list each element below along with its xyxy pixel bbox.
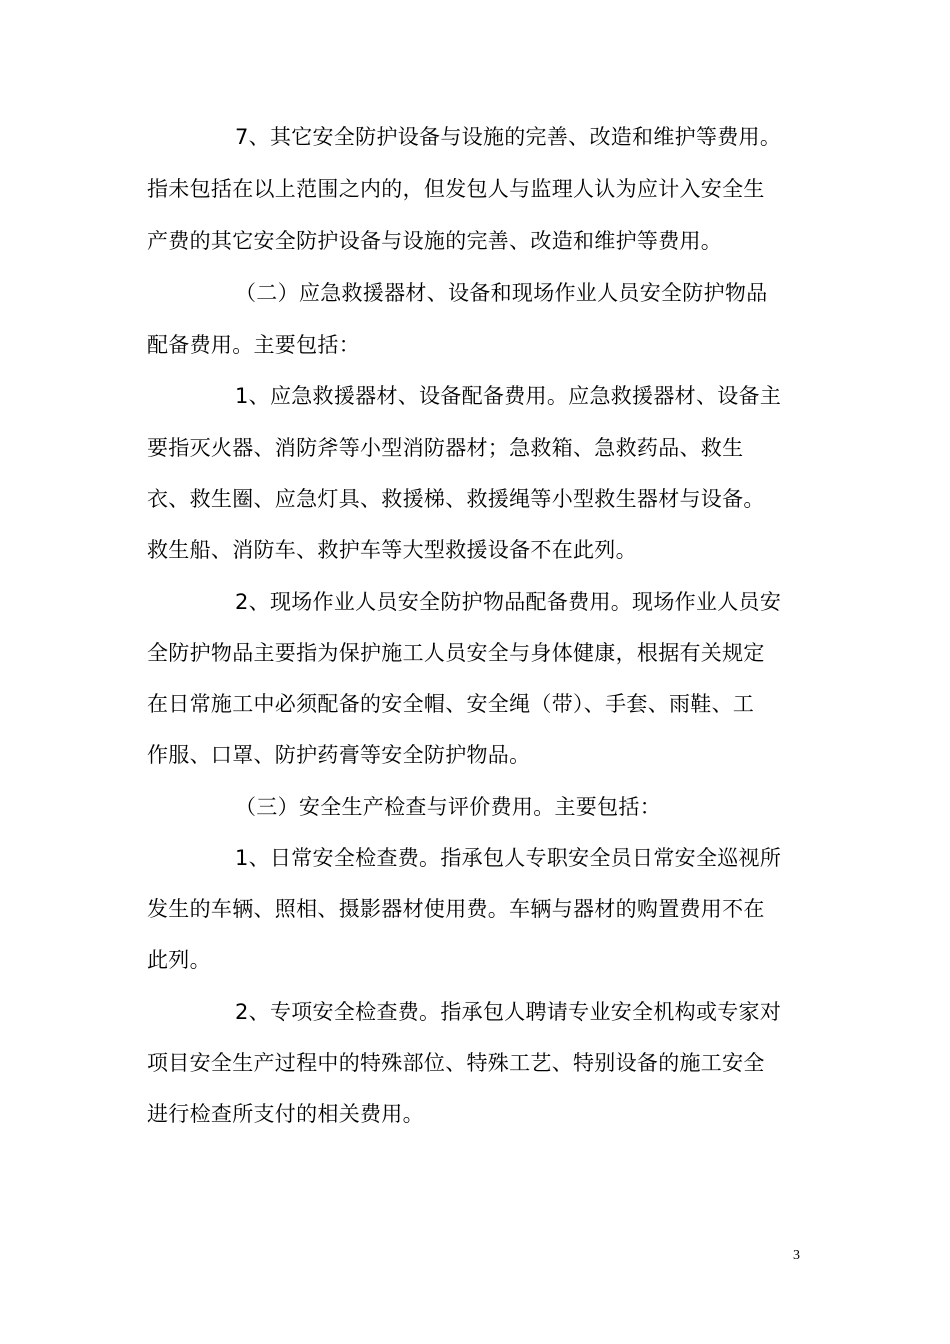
text-line: 1、日常安全检查费。指承包人专职安全员日常安全巡视所 [235, 846, 782, 870]
section-heading: （二）应急救援器材、设备和现场作业人员安全防护物品 [235, 281, 768, 305]
text-line: 要指灭火器、消防斧等小型消防器材；急救箱、急救药品、救生 [147, 436, 744, 460]
text-line: 救生船、消防车、救护车等大型救援设备不在此列。 [147, 538, 637, 562]
text-line: 指未包括在以上范围之内的，但发包人与监理人认为应计入安全生 [147, 177, 765, 201]
text-line: 衣、救生圈、应急灯具、救援梯、救援绳等小型救生器材与设备。 [147, 487, 765, 511]
text-line: 发生的车辆、照相、摄影器材使用费。车辆与器材的购置费用不在 [147, 897, 765, 921]
text-line: 作服、口罩、防护药膏等安全防护物品。 [147, 743, 531, 767]
text-line: 1、应急救援器材、设备配备费用。应急救援器材、设备主 [235, 384, 782, 408]
text-line: 配备费用。主要包括： [147, 333, 360, 357]
section-heading: （三）安全生产检查与评价费用。主要包括： [235, 795, 661, 819]
text-line: 2、专项安全检查费。指承包人聘请专业安全机构或专家对 [235, 1000, 782, 1024]
text-line: 进行检查所支付的相关费用。 [147, 1102, 424, 1126]
page-number: 3 [793, 1248, 800, 1263]
text-line: 7、其它安全防护设备与设施的完善、改造和维护等费用。 [235, 125, 782, 149]
text-line: 全防护物品主要指为保护施工人员安全与身体健康，根据有关规定 [147, 641, 765, 665]
text-line: 2、现场作业人员安全防护物品配备费用。现场作业人员安 [235, 590, 782, 614]
text-line: 项目安全生产过程中的特殊部位、特殊工艺、特别设备的施工安全 [147, 1051, 765, 1075]
text-line: 产费的其它安全防护设备与设施的完善、改造和维护等费用。 [147, 229, 723, 253]
text-line: 在日常施工中必须配备的安全帽、安全绳（带）、手套、雨鞋、工 [147, 692, 755, 716]
text-line: 此列。 [147, 948, 211, 972]
